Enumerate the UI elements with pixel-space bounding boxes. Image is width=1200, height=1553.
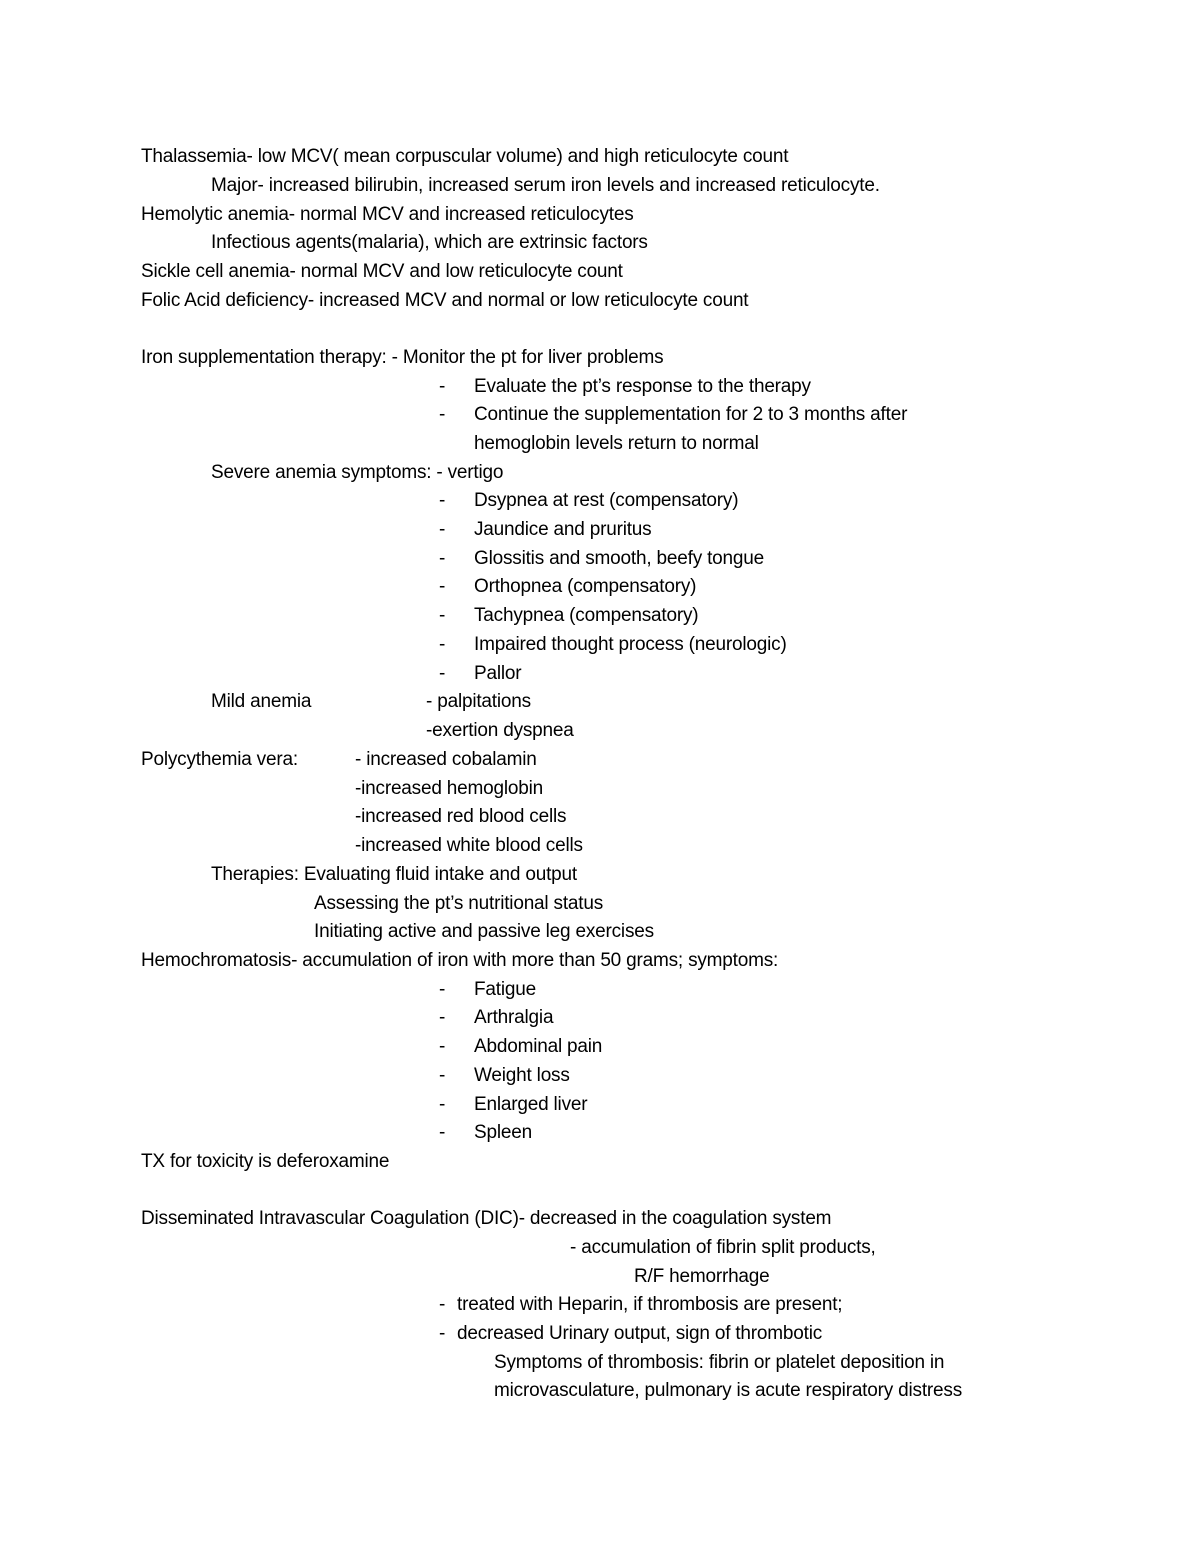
- bullet-dash: -: [439, 519, 446, 540]
- poly-item: - increased cobalamin: [355, 749, 537, 770]
- severe-item: Pallor: [474, 663, 522, 684]
- iron-item: Evaluate the pt’s response to the therapy: [474, 376, 811, 397]
- hemo-item: Weight loss: [474, 1065, 570, 1086]
- bullet-dash: -: [439, 1323, 446, 1344]
- bullet-dash: -: [439, 490, 446, 511]
- thalassemia-major-line: Major- increased bilirubin, increased serum iron levels and increased reticulocyte.: [211, 175, 880, 196]
- dic-item: treated with Heparin, if thrombosis are present;: [457, 1294, 843, 1315]
- bullet-dash: -: [439, 1007, 446, 1028]
- folic-acid-line: Folic Acid deficiency- increased MCV and normal or low reticulocyte count: [141, 290, 749, 311]
- bullet-dash: -: [439, 576, 446, 597]
- polycythemia-label: Polycythemia vera:: [141, 749, 298, 770]
- severe-item: Dsypnea at rest (compensatory): [474, 490, 739, 511]
- bullet-dash: -: [439, 663, 446, 684]
- bullet-dash: -: [439, 376, 446, 397]
- hemolytic-anemia-line: Hemolytic anemia- normal MCV and increased reticulocytes: [141, 204, 634, 225]
- bullet-dash: -: [439, 404, 446, 425]
- poly-item: -increased hemoglobin: [355, 778, 544, 799]
- severe-item: Impaired thought process (neurologic): [474, 634, 787, 655]
- severe-anemia-heading: Severe anemia symptoms: - vertigo: [211, 462, 504, 483]
- severe-item: Glossitis and smooth, beefy tongue: [474, 548, 764, 569]
- bullet-dash: -: [439, 1036, 446, 1057]
- iron-therapy-heading: Iron supplementation therapy: - Monitor the pt for liver problems: [141, 347, 664, 368]
- dic-symptoms-line: Symptoms of thrombosis: fibrin or platelet deposition in: [494, 1352, 945, 1373]
- dic-fibrin-line: - accumulation of fibrin split products,: [570, 1237, 876, 1258]
- iron-item: hemoglobin levels return to normal: [474, 433, 759, 454]
- tx-toxicity-line: TX for toxicity is deferoxamine: [141, 1151, 390, 1172]
- bullet-dash: -: [439, 1065, 446, 1086]
- dic-heading: Disseminated Intravascular Coagulation (DIC)- decreased in the coagulation system: [141, 1208, 832, 1229]
- severe-item: Jaundice and pruritus: [474, 519, 652, 540]
- mild-anemia-label: Mild anemia: [211, 691, 312, 712]
- mild-item: -exertion dyspnea: [426, 720, 574, 741]
- hemo-item: Arthralgia: [474, 1007, 554, 1028]
- poly-item: -increased red blood cells: [355, 806, 567, 827]
- bullet-dash: -: [439, 1122, 446, 1143]
- therapies-item: Initiating active and passive leg exercises: [314, 921, 654, 942]
- bullet-dash: -: [439, 1094, 446, 1115]
- severe-item: Tachypnea (compensatory): [474, 605, 699, 626]
- bullet-dash: -: [439, 1294, 446, 1315]
- therapies-item: Assessing the pt’s nutritional status: [314, 893, 604, 914]
- iron-item: Continue the supplementation for 2 to 3 months after: [474, 404, 908, 425]
- sickle-cell-line: Sickle cell anemia- normal MCV and low reticulocyte count: [141, 261, 623, 282]
- mild-item: - palpitations: [426, 691, 531, 712]
- thalassemia-line: Thalassemia- low MCV( mean corpuscular volume) and high reticulocyte count: [141, 146, 789, 167]
- bullet-dash: -: [439, 605, 446, 626]
- bullet-dash: -: [439, 634, 446, 655]
- therapies-line: Therapies: Evaluating fluid intake and output: [211, 864, 577, 885]
- bullet-dash: -: [439, 548, 446, 569]
- hemolytic-sub-line: Infectious agents(malaria), which are extrinsic factors: [211, 232, 648, 253]
- bullet-dash: -: [439, 979, 446, 1000]
- hemo-item: Spleen: [474, 1122, 532, 1143]
- hemochromatosis-heading: Hemochromatosis- accumulation of iron with more than 50 grams; symptoms:: [141, 950, 779, 971]
- poly-item: -increased white blood cells: [355, 835, 583, 856]
- hemo-item: Fatigue: [474, 979, 536, 1000]
- dic-rf-line: R/F hemorrhage: [634, 1266, 770, 1287]
- hemo-item: Enlarged liver: [474, 1094, 588, 1115]
- dic-symptoms-line: microvasculature, pulmonary is acute respiratory distress: [494, 1380, 962, 1401]
- hemo-item: Abdominal pain: [474, 1036, 603, 1057]
- dic-item: decreased Urinary output, sign of thrombotic: [457, 1323, 823, 1344]
- severe-item: Orthopnea (compensatory): [474, 576, 697, 597]
